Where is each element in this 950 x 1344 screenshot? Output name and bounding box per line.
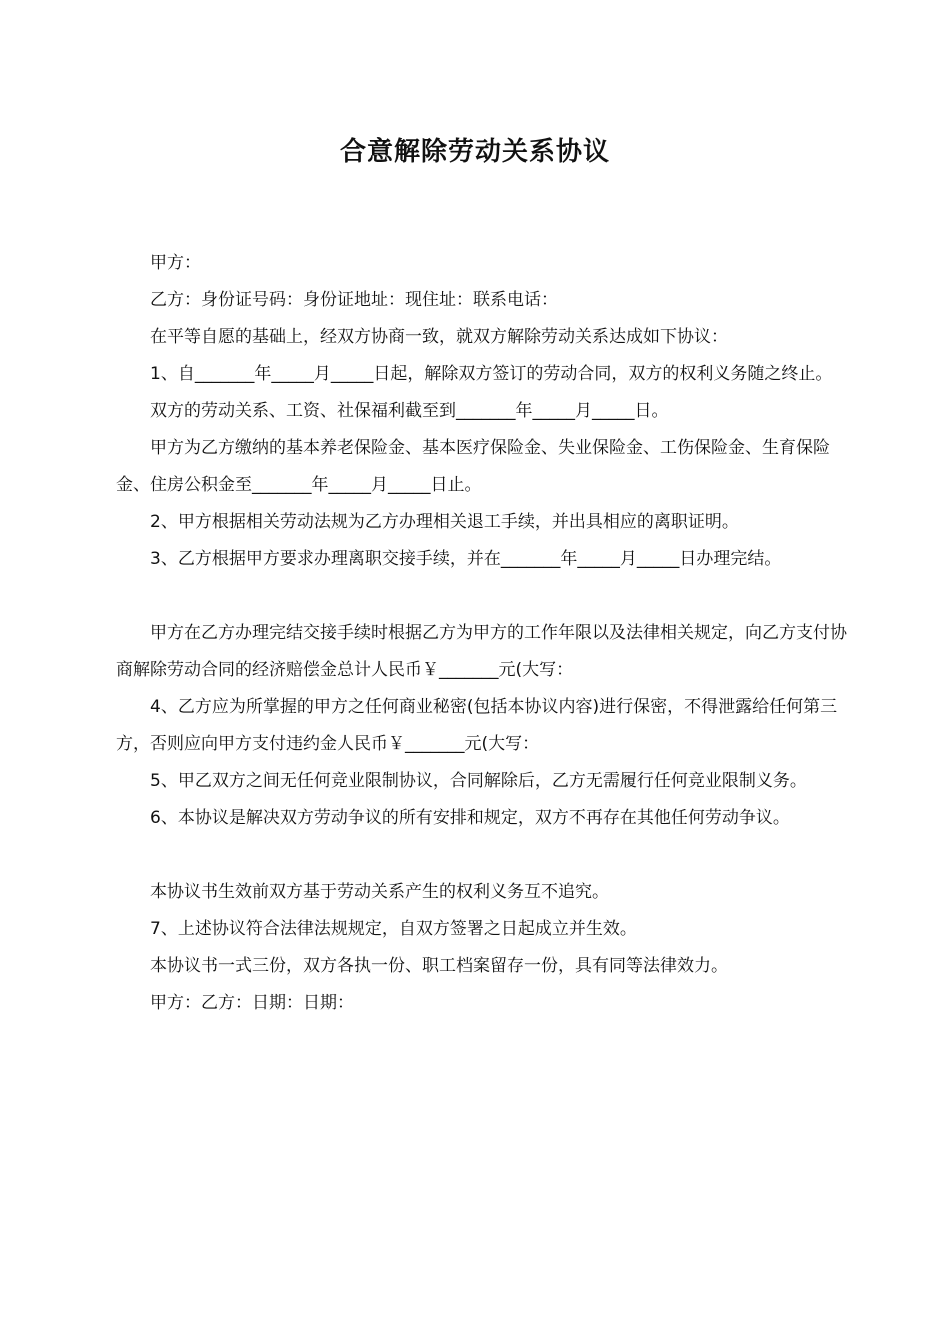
blank-line	[116, 578, 856, 615]
clause-1-relationship: 双方的劳动关系、工资、社保福利截至到_______年_____月_____日。	[150, 401, 669, 421]
clause-3: 3、乙方根据甲方要求办理离职交接手续，并在_______年_____月_____日办理完结。	[150, 549, 782, 569]
clause-2: 2、甲方根据相关劳动法规为乙方办理相关退工手续，并出具相应的离职证明。	[150, 512, 739, 532]
party-b-line: 乙方：身份证号码：身份证地址：现住址：联系电话：	[150, 290, 558, 310]
blank-line	[116, 837, 856, 874]
document-body	[116, 245, 856, 1022]
clause-5: 5、甲乙双方之间无任何竞业限制协议，合同解除后，乙方无需履行任何竞业限制义务。	[150, 771, 807, 791]
copies-statement: 本协议书一式三份，双方各执一份、职工档案留存一份，具有同等法律效力。	[150, 956, 728, 976]
party-a-line: 甲方：	[150, 253, 201, 273]
clause-7: 7、上述协议符合法律法规规定，自双方签署之日起成立并生效。	[150, 919, 637, 939]
signature-line: 甲方：乙方：日期：日期：	[150, 993, 354, 1013]
clause-4: 4、乙方应为所掌握的甲方之任何商业秘密(包括本协议内容)进行保密，不得泄露给任何第三方，否则应向甲方支付违约金人民币￥_______元(大写：	[116, 697, 838, 754]
mutual-waiver: 本协议书生效前双方基于劳动关系产生的权利义务互不追究。	[150, 882, 609, 902]
clause-6: 6、本协议是解决双方劳动争议的所有安排和规定，双方不再存在其他任何劳动争议。	[150, 808, 790, 828]
document-title: 合意解除劳动关系协议	[339, 137, 610, 167]
clause-1: 1、自_______年_____月_____日起，解除双方签订的劳动合同，双方的权利义务随之终止。	[150, 364, 833, 384]
preamble: 在平等自愿的基础上，经双方协商一致，就双方解除劳动关系达成如下协议：	[150, 327, 728, 347]
clause-1-insurance: 甲方为乙方缴纳的基本养老保险金、基本医疗保险金、失业保险金、工伤保险金、生育保险金、住房公积金至_______年_____月_____日止。	[116, 438, 830, 495]
compensation-paragraph: 甲方在乙方办理完结交接手续时根据乙方为甲方的工作年限以及法律相关规定，向乙方支付协商解除劳动合同的经济赔偿金总计人民币￥_______元(大写：	[116, 623, 847, 680]
